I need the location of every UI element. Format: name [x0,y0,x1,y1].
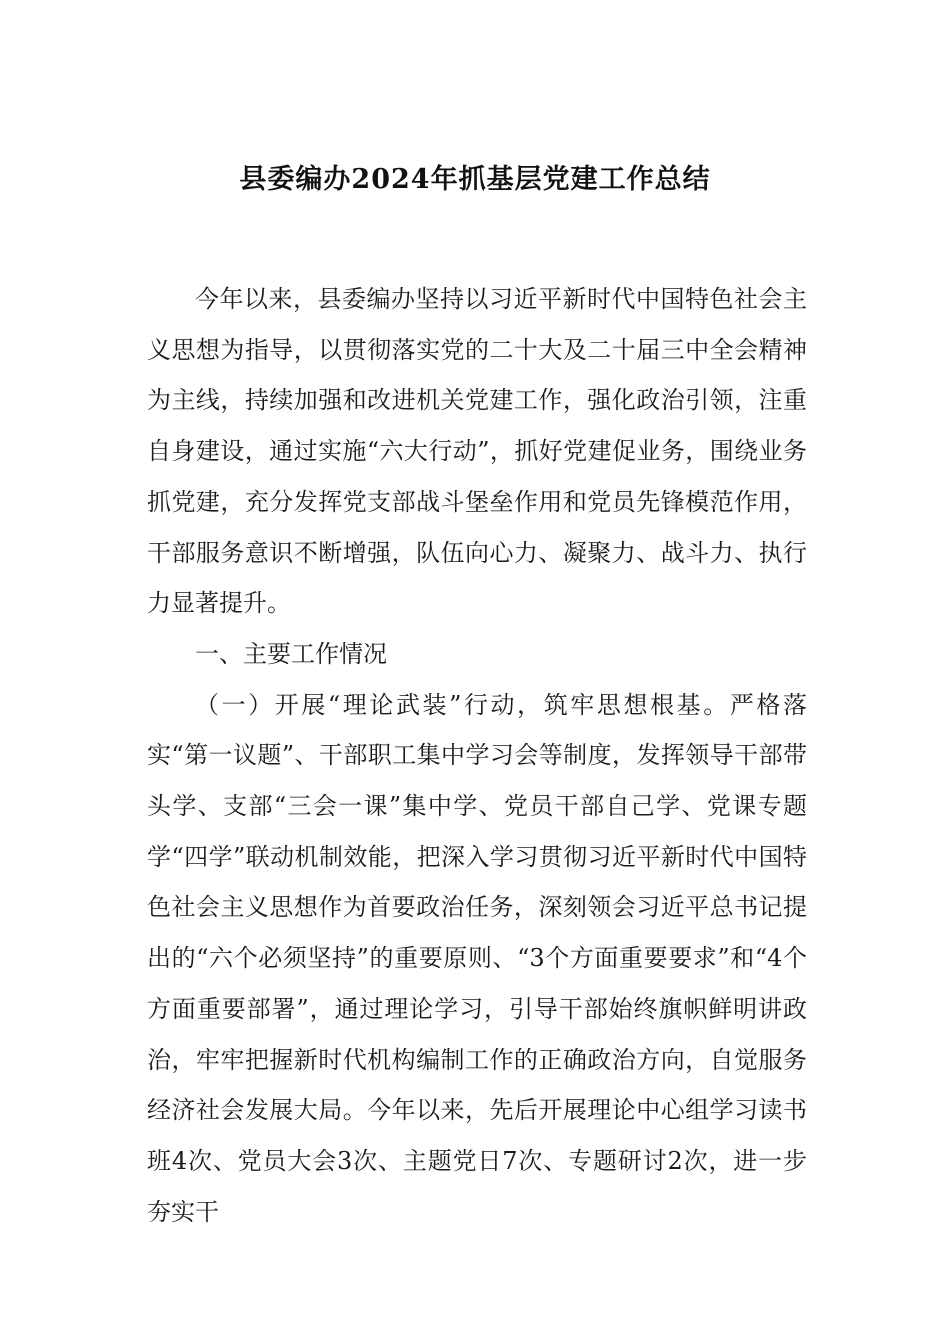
document-title: 县委编办2024年抓基层党建工作总结 [239,164,711,195]
intro-paragraph: 今年以来，县委编办坚持以习近平新时代中国特色社会主义思想为指导，以贯彻落实党的二十大及二十届三中全会精神为主线，持续加强和改进机关党建工作，强化政治引领，注重自身建设，通过实施“六大行动”，抓好党建促业务，围绕业务抓党建，充分发挥党支部战斗堡垒作用和党员先锋模范作用，干部服务意识不断增强，队伍向心力、凝聚力、战斗力、执行力显著提升。 [147,285,807,618]
subsection-paragraph: （一）开展“理论武装”行动，筑牢思想根基。严格落实“第一议题”、干部职工集中学习会等制度，发挥领导干部带头学、支部“三会一课”集中学、党员干部自己学、党课专题学“四学”联动机制效能，把深入学习贯彻习近平新时代中国特色社会主义思想作为首要政治任务，深刻领会习近平总书记提出的“六个必须坚持”的重要原则、“3个方面重要要求”和“4个方面重要部署”，通过理论学习，引导干部始终旗帜鲜明讲政治，牢牢把握新时代机构编制工作的正确政治方向，自觉服务经济社会发展大局。今年以来，先后开展理论中心组学习读书班4次、党员大会3次、主题党日7次、专题研讨2次，进一步夯实干 [147,690,807,1226]
document-body [147,274,807,1237]
section-heading: 一、主要工作情况 [195,639,387,668]
